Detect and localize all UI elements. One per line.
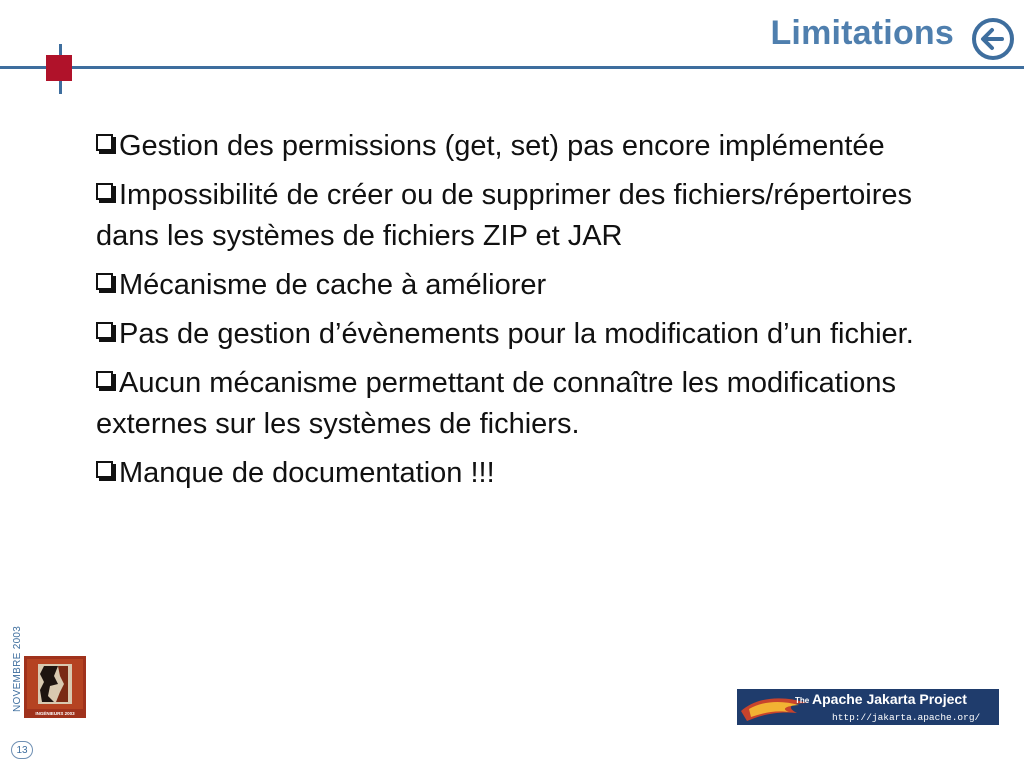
checkbox-square-icon <box>96 322 113 339</box>
ingenieurs-logo-text: INGÉNIEURS 2003 <box>35 711 75 716</box>
header-rule <box>0 66 1024 69</box>
bullet-text: Gestion des permissions (get, set) pas encore implémentée <box>119 130 885 162</box>
checkbox-square-icon <box>96 461 113 478</box>
ingenieurs-logo <box>24 656 86 718</box>
bullet-item <box>96 126 956 167</box>
bullet-item <box>96 314 956 355</box>
apache-jakarta-logo <box>737 689 999 725</box>
bullet-text: Manque de documentation !!! <box>119 457 495 489</box>
header-marker-square <box>46 55 72 81</box>
bullet-item <box>96 453 956 494</box>
apache-logo-name: Apache Jakarta Project <box>812 691 967 707</box>
bullet-text: Aucun mécanisme permettant de connaître les modifications externes sur les systèmes de fichiers. <box>96 367 896 440</box>
checkbox-square-icon <box>96 273 113 290</box>
back-arrow-circle-icon[interactable] <box>971 17 1015 61</box>
bullet-item <box>96 363 956 445</box>
footer-date: NOVEMBRE 2003 <box>12 625 23 712</box>
checkbox-square-icon <box>96 134 113 151</box>
page-number: 13 <box>11 741 33 759</box>
checkbox-square-icon <box>96 183 113 200</box>
bullet-item <box>96 265 956 306</box>
bullet-list <box>96 126 956 502</box>
apache-logo-url: http://jakarta.apache.org/ <box>832 712 981 723</box>
checkbox-square-icon <box>96 371 113 388</box>
bullet-text: Impossibilité de créer ou de supprimer des fichiers/répertoires dans les systèmes de fichiers ZIP et JAR <box>96 179 913 252</box>
bullet-item <box>96 175 956 257</box>
bullet-text: Pas de gestion d’évènements pour la modification d’un fichier. <box>119 318 914 350</box>
bullet-text: Mécanisme de cache à améliorer <box>119 269 547 301</box>
slide-title: Limitations <box>770 14 954 52</box>
apache-logo-the: The <box>795 696 810 705</box>
